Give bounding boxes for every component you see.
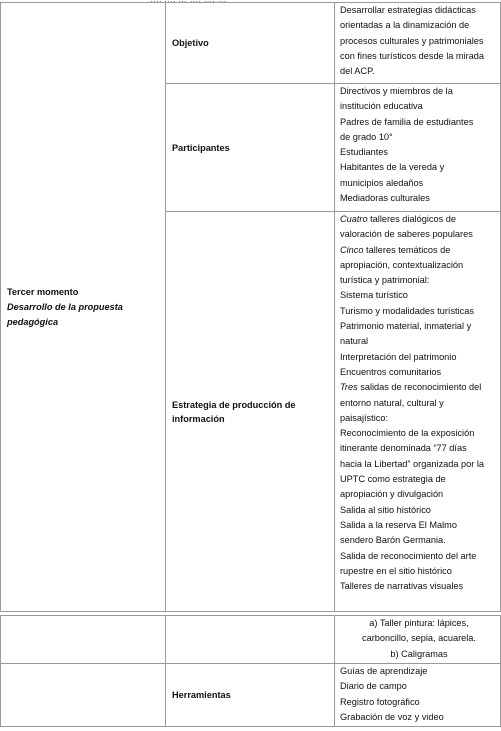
list-item: Cuatro talleres dialógicos de [340,214,456,224]
list-item: Talleres de narrativas visuales [340,581,464,592]
list-item: itinerante denominada “77 días [340,443,467,454]
list-item: apropiación y divulgación [340,489,444,500]
list-item: apropiación, contextualización [340,259,464,270]
list-item: UPTC como estrategia de [340,474,446,485]
list-item: turística y patrimonial: [340,275,430,286]
list-item: Salida al sitio histórico [340,504,431,515]
list-item: carboncillo, sepia, acuarela. [362,633,476,644]
list-item: de grado 10° [340,131,393,142]
list-item: Registro fotográfico [340,696,420,707]
herramientas-label: Herramientas [166,664,335,727]
objetivo-label: Objetivo [166,3,335,84]
list-item: valoración de saberes populares [340,229,473,240]
list-item: Mediadoras culturales [340,193,430,204]
list-item: paisajístico: [340,412,389,423]
list-item: Padres de familia de estudiantes [340,116,474,127]
list-item: Diario de campo [340,681,407,692]
list-item: Turismo y modalidades turísticas [340,305,474,316]
list-item: Patrimonio material, inmaterial y [340,321,472,332]
list-item: Reconocimiento de la exposición [340,428,475,439]
herramientas-content [335,664,501,727]
participantes-label: Participantes [166,84,335,212]
list-item: Salida de reconocimiento del arte [340,550,477,561]
talleres-extra-content [335,616,501,664]
table-row-talleres [1,616,501,664]
third-moment-cell [1,3,166,612]
list-item: Habitantes de la vereda y [340,162,445,173]
empty-cell [1,664,166,727]
list-item: Tres salidas de reconocimiento del [340,382,482,393]
third-moment-subtitle-1: Desarrollo de la propuesta [7,301,123,312]
estrategia-content [335,212,501,612]
list-item: hacia la Libertad” organizada por la [340,458,485,469]
list-item: rupestre en el sitio histórico [340,565,452,576]
list-item: Estudiantes [340,147,389,158]
list-item: con fines turísticos desde la mirada [340,50,485,61]
third-moment-subtitle-2: pedagógica [7,316,59,327]
list-item: Grabación de voz y video [340,711,444,722]
third-moment-table [0,2,501,612]
list-item: municipios aledaños [340,177,424,188]
continued-table [0,615,501,727]
list-item: Encuentros comunitarios [340,366,442,377]
list-item: b) Caligramas [390,648,448,659]
list-item: Desarrollar estrategias didácticas [340,5,476,15]
list-item: Sistema turístico [340,290,408,301]
list-item: institución educativa [340,101,423,112]
list-item: procesos culturales y patrimoniales [340,35,484,46]
list-item: Cinco talleres temáticos de [340,244,451,255]
estrategia-label [166,212,335,612]
empty-cell [166,616,335,664]
list-item: entorno natural, cultural y [340,397,444,408]
list-item: a) Taller pintura: lápices, [369,618,469,628]
list-item: del ACP. [340,66,375,77]
estrategia-label-line-2: información [172,413,225,424]
table-row-herramientas [1,664,501,727]
list-item: natural [340,336,369,347]
table-row-objetivo [1,3,501,84]
list-item: sendero Barón Germania. [340,535,446,546]
participantes-content [335,84,501,212]
third-moment-title: Tercer momento [7,286,79,297]
list-item: Guías de aprendizaje [340,666,428,676]
empty-cell [1,616,166,664]
objetivo-content [335,3,501,84]
list-item: Directivos y miembros de la [340,86,453,96]
list-item: Interpretación del patrimonio [340,351,457,362]
estrategia-label-line-1: Estrategia de producción de [172,399,296,410]
list-item: orientadas a la dinamización de [340,20,470,31]
list-item: Salida a la reserva El Malmo [340,519,457,530]
